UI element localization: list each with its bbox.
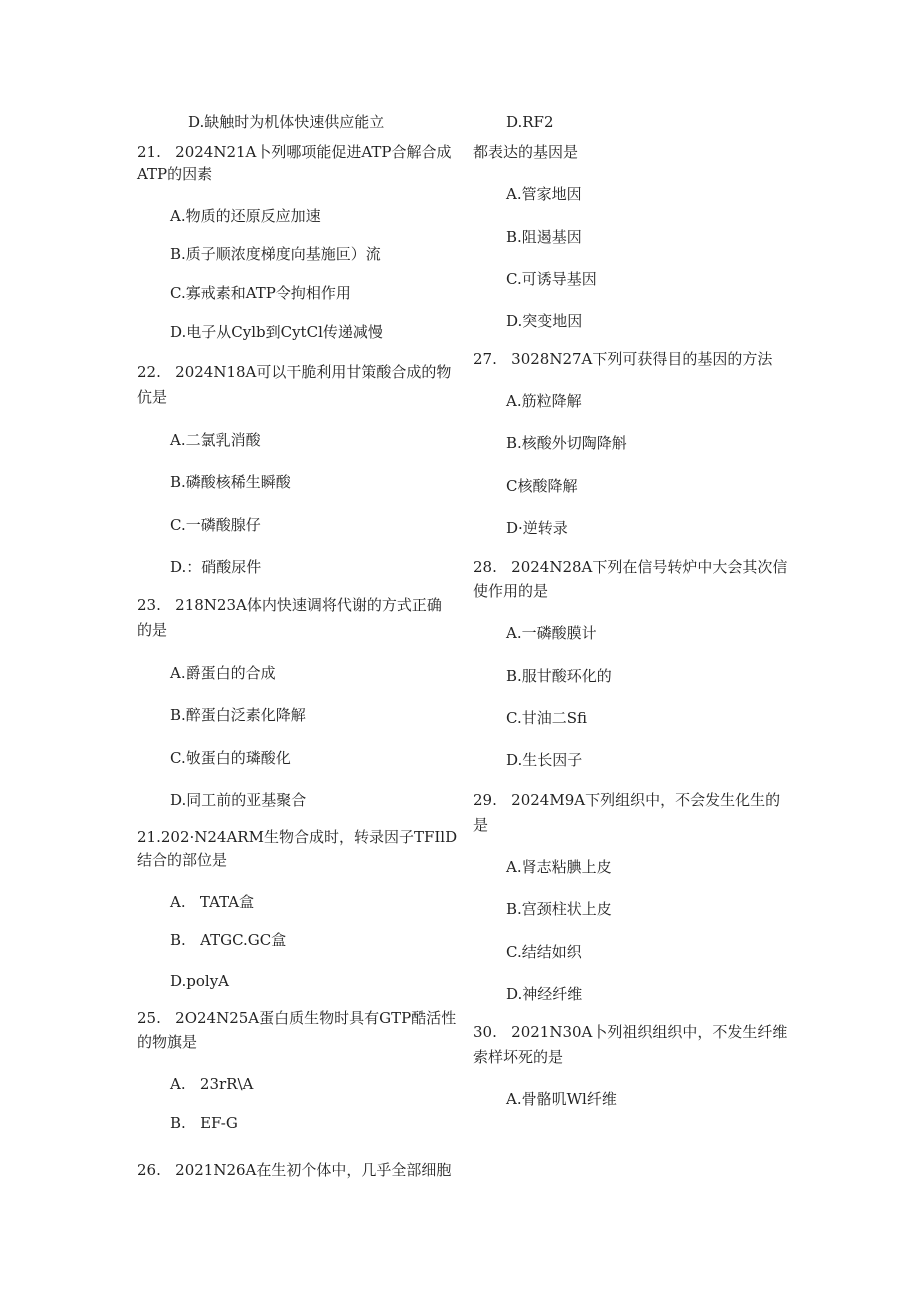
option-b-23: B.醉蛋白泛素化降解 bbox=[170, 706, 306, 724]
option-a-21: A.物质的还原反应加速 bbox=[170, 207, 321, 225]
question-23-line2: 的是 bbox=[137, 621, 168, 639]
option-d-24: D.polyA bbox=[170, 972, 229, 990]
option-b-29: B.宫颈柱状上皮 bbox=[506, 900, 612, 918]
option-a-26: A.管家地因 bbox=[506, 185, 582, 203]
option-a-22: A.二氯乳消酸 bbox=[170, 431, 261, 449]
option-c-28: C.甘油二Sfi bbox=[506, 709, 587, 727]
question-23-line1: 23. 218N23A体内快速调将代谢的方式正确 bbox=[137, 596, 442, 614]
option-d-29: D.神经纤维 bbox=[506, 985, 583, 1003]
question-28-line1: 28. 2024N28A下列在信号转炉中大会其次信 bbox=[473, 558, 788, 576]
question-27-line1: 27. 3028N27A下列可获得目的基因的方法 bbox=[473, 350, 773, 368]
option-b-28: B.服甘酸环化的 bbox=[506, 667, 612, 685]
option-d-23: D.同工前的亚基聚合 bbox=[170, 791, 307, 809]
option-a-30: A.骨骼叽Wl纤维 bbox=[506, 1090, 617, 1108]
option-b-27: B.核酸外切陶降斛 bbox=[506, 434, 627, 452]
option-d-28: D.生长因子 bbox=[506, 751, 583, 769]
option-d-21: D.电子从Cylb到CytCl传递减慢 bbox=[170, 323, 383, 341]
option-d-22: D.：硝酸尿件 bbox=[170, 558, 262, 576]
option-a-24: A. TATA盒 bbox=[170, 893, 255, 911]
question-22-line1: 22. 2024N18A可以干脆利用甘策酸合成的物 bbox=[137, 363, 452, 381]
option-c-23: C.敂蛋白的璘酸化 bbox=[170, 749, 291, 767]
option-a-25: A. 23rR\A bbox=[170, 1075, 254, 1093]
option-d-27: D·逆转录 bbox=[506, 519, 568, 537]
option-c-26: C.可诱导基因 bbox=[506, 270, 597, 288]
option-a-27: A.筋粒降解 bbox=[506, 392, 582, 410]
option-c-29: C.结结如织 bbox=[506, 943, 582, 961]
option-b-25: B. EF-G bbox=[170, 1114, 238, 1132]
question-25-line1: 25. 2O24N25A蛋白质生物时具有GTP酷活性 bbox=[137, 1009, 457, 1027]
question-29-line1: 29. 2024M9A下列组织中，不会发生化生的 bbox=[473, 791, 781, 809]
option-c-22: C.一磷酸腺仔 bbox=[170, 516, 261, 534]
question-30-line1: 30. 2021N30A卜列祖织组织中，不发生纤维 bbox=[473, 1023, 788, 1041]
question-21-line2: ATP的因素 bbox=[137, 165, 213, 183]
question-26-line2: 都表达的基因是 bbox=[473, 143, 579, 161]
option-b-21: B.质子顺浓度梯度向基施叵）流 bbox=[170, 245, 381, 263]
option-b-26: B.阻遏基因 bbox=[506, 228, 582, 246]
question-24-line1: 21.202·N24ARM生物合成时，转录因子TFIlD bbox=[137, 828, 458, 846]
question-22-line2: 伉是 bbox=[137, 388, 168, 406]
option-d-20: D.缺触时为机体快速供应能立 bbox=[188, 113, 385, 131]
question-21-line1: 21. 2024N21A卜列哪项能促进ATP合解合成 bbox=[137, 143, 452, 161]
option-c-21: C.寡戒素和ATP令拘相作用 bbox=[170, 284, 351, 302]
question-28-line2: 使作用的是 bbox=[473, 582, 549, 600]
option-b-22: B.磷酸核稀生瞬酸 bbox=[170, 473, 291, 491]
option-a-23: A.爵蛋白的合成 bbox=[170, 664, 276, 682]
question-25-line2: 的物旗是 bbox=[137, 1033, 198, 1051]
question-26-line1: 26. 2021N26A在生初个体中，几乎全部细胞 bbox=[137, 1161, 452, 1179]
question-30-line2: 索样坏死的是 bbox=[473, 1048, 564, 1066]
question-24-line2: 结合的部位是 bbox=[137, 851, 228, 869]
option-b-24: B. ATGC.GC盒 bbox=[170, 931, 287, 949]
option-a-29: A.肾志粘腆上皮 bbox=[506, 858, 612, 876]
question-29-line2: 是 bbox=[473, 816, 489, 834]
option-c-27: C核酸降解 bbox=[506, 477, 578, 495]
option-d-25: D.RF2 bbox=[506, 113, 554, 131]
option-a-28: A.一磷酸膜计 bbox=[506, 624, 597, 642]
option-d-26: D.突变地因 bbox=[506, 312, 583, 330]
